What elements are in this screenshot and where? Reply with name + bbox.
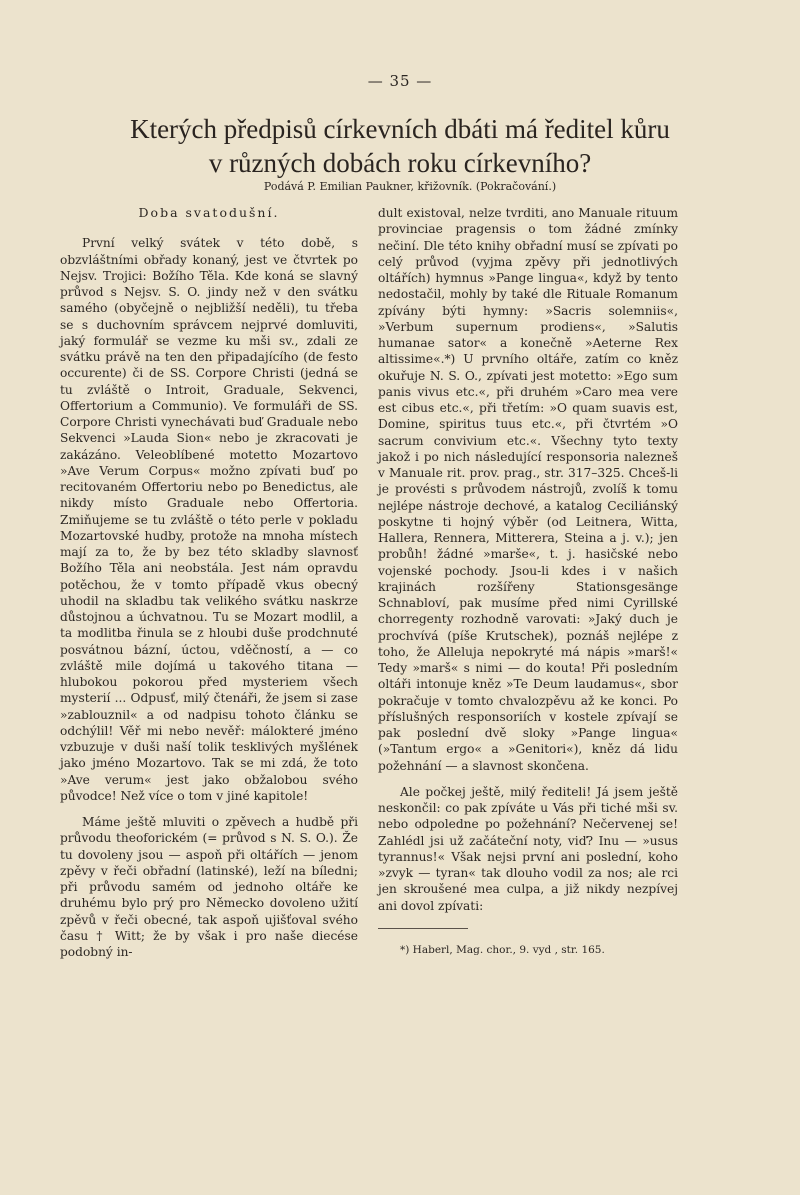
article-title-line-2: v různých dobách roku církevního? bbox=[208, 148, 592, 178]
section-heading: Doba svatodušní. bbox=[138, 205, 280, 220]
left-column bbox=[60, 205, 358, 960]
paragraph: Ale počkej ještě, milý řediteli! Já jsem ještě neskončil: co pak zpíváte u Vás při tiché mši sv. nebo odpoledne po požehnání? Nečervenej se! Zahlédl jsi už začáteční noty, viď? Inu — »usus tyrannus!« Však nejsi první ani poslední, koho »zvyk — tyran« tak dlouho vodil za nos; ale rci jen skroušené mea culpa, a již nikdy nezpívej ani dovol zpívati: bbox=[378, 784, 678, 913]
paragraph: dult existoval, nelze tvrditi, ano Manuale rituum provinciae pragensis o tom žádné zmínky nečiní. Dle této knihy obřadní musí se zpívati po celý průvod (vyjma zpěvy při jednotlivých oltářích) hymnus »Pange lingua«, když by tento nedostačil, mohly by také dle Rituale Romanum zpívány býti hymny: »Sacris solemniis«, »Verbum supernum prodiens«, »Salutis humanae sator« a konečně »Aeterne Rex altissime«.*) U prvního oltáře, zatím co kněz okuřuje N. S. O., zpívati jest motetto: »Ego sum panis vivus etc.«, při druhém »Caro mea vere est cibus etc.«, při třetím: »O quam suavis est, Domine, spiritus tuus etc.«, při čtvrtém »O sacrum convivium etc.«. Všechny tyto texty jakož i po nich následující responsoria nalezneš v Manuale rit. prov. prag., str. 317–325. Chceš-li je provésti s průvodem nástrojů, zvolíš k tomu nejlépe nástroje dechové, a katalog Ceciliánský poskytne ti hojný výběr (od Leitnera, Witta, Hallera, Rennera, Mitterera, Steina a j. v.); jen probůh! žádné »marše«, t. j. hasičské nebo vojenské pochody. Jsou-li kdes i v našich krajinách rozšířeny Stationsgesänge Schnabloví, pak musíme před nimi Cyrillské chorregenty rozhodně varovati: »Jaký duch je prochvívá (píše Krutschek), poznáš nejlépe z toho, že Alleluja nepokryté má nápis »marš!« Tedy »marš« s nimi — do kouta! Při posledním oltáři intonuje kněz »Te Deum laudamus«, sbor pokračuje v tomto chvalozpěvu až ke konci. Po příslušných responsoriích v kostele zpívají se pak poslední dvě sloky »Pange lingua« (»Tantum ergo« a »Genitori«), kněz dá lidu požehnání — a slavnost skončena. bbox=[378, 206, 678, 773]
page-number: — 35 — bbox=[367, 72, 433, 90]
right-column bbox=[378, 205, 678, 957]
paragraph: Máme ještě mluviti o zpěvech a hudbě při průvodu theoforickém (= průvod s N. S. O.). Že tu dovoleny jsou — aspoň při oltářích — jenom zpěvy v řeči obřadní (latinské), leží na bíledni; při průvodu samém od jednoho oltáře ke druhému bylo prý pro Německo dovoleno užití zpěvů v řeči obecné, tak aspoň ujišťoval svého času † Witt; že by však i pro naše diecése podobný in- bbox=[60, 815, 358, 959]
footnote-divider bbox=[378, 928, 468, 929]
article-title-line-1: Kterých předpisů církevních dbáti má ředitel kůru bbox=[130, 114, 670, 144]
paragraph: První velký svátek v této době, s obzvláštními obřady konaný, jest ve čtvrtek po Nejsv. Trojici: Božího Těla. Kde koná se slavný průvod s Nejsv. S. O. jindy než v den svátku samého (obyčejně o nejbližší neděli), tu třeba se s duchovním správcem nejprvé domluviti, jaký formulář se vezme ku mši sv., zdali ze svátku právě na ten den připadajícího (de festo occurente) či de SS. Corpore Christi (jedná se tu zvláště o Introit, Graduale, Sekvenci, Offertorium a Communio). Ve formuláři de SS. Corpore Christi vynechávati buď Graduale nebo Sekvenci »Lauda Sion« nebo je zkracovati je zakázáno. Veleoblíbené motetto Mozartovo »Ave Verum Corpus« možno zpívati buď po recitovaném Offertoriu nebo po Benedictus, ale nikdy místo Graduale nebo Offertoria. Zmiňujeme se tu zvláště o této perle v pokladu Mozartovské hudby, protože na mnoha místech mají za to, že by bez této skladby slavnosť Božího Těla ani neobstála. Jest nám opravdu potěchou, že v tomto případě vkus obecný uhodil na skladbu tak velikého svátku naskrze důstojnou a úchvatnou. Tu se Mozart modlil, a ta modlitba řinula se z hloubi duše prodchnuté posvátnou bázní, úctou, vděčností, a — co zvláště mile dojímá u takového titana — hlubokou pokorou před mysteriem všech mysterií ... Odpusť, milý čtenáři, že jsem si zase »zablouznil« a od nadpisu tohoto článku se odchýlil! Věř mi nebo nevěř: málokteré jméno vzbuzuje v duši naší tolik tesklivých myšlének jako jméno Mozartovo. Tak se mi zdá, že toto »Ave verum« jest jako obžalobou svého původce! Než více o tom v jiné kapitole! bbox=[60, 236, 358, 803]
byline: Podává P. Emilian Paukner, křižovník. (Pokračování.) bbox=[263, 180, 557, 193]
article-title bbox=[60, 112, 740, 180]
footnote: *) Haberl, Mag. chor., 9. vyd , str. 165. bbox=[400, 943, 605, 956]
